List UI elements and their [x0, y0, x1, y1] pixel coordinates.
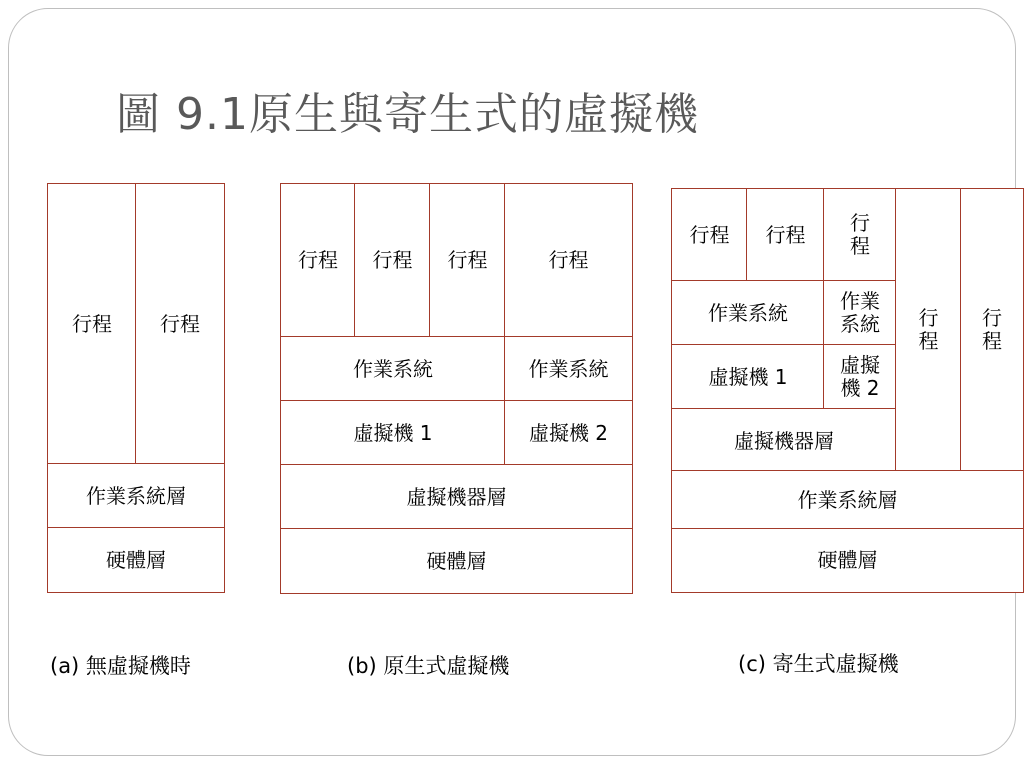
- os-box: 作業系統: [671, 280, 825, 346]
- os-layer-box: 作業系統層: [671, 470, 1024, 530]
- process-box: 行程: [746, 188, 825, 282]
- process-label: [982, 307, 1002, 353]
- diagram-caption: (a) 無虛擬機時: [50, 654, 191, 678]
- vm-label-line: 機 2: [840, 376, 880, 400]
- process-box: 行程: [429, 183, 506, 338]
- process-label: [850, 212, 870, 258]
- process-box: 行程: [671, 188, 748, 282]
- os-box: [823, 280, 897, 346]
- os-box: 作業系統: [280, 336, 506, 402]
- host-process-box: [960, 188, 1024, 472]
- process-label-line: 程: [982, 329, 1002, 353]
- vm-box: 虛擬機 2: [504, 400, 633, 466]
- process-label-line: 行: [850, 211, 870, 235]
- process-box: 行程: [47, 183, 137, 465]
- os-box: 作業系統: [504, 336, 633, 402]
- diagram-caption: (c) 寄生式虛擬機: [738, 652, 899, 676]
- os-layer-box: 作業系統層: [47, 463, 225, 529]
- vm-box: 虛擬機 1: [280, 400, 506, 466]
- hardware-layer-box: 硬體層: [671, 528, 1024, 593]
- host-process-box: [895, 188, 962, 472]
- vm-box: [823, 344, 897, 410]
- hardware-layer-box: 硬體層: [280, 528, 633, 594]
- process-label-line: 程: [918, 329, 939, 353]
- vm-label: [840, 354, 880, 400]
- slide-title: 圖 9.1原生與寄生式的虛擬機: [116, 89, 699, 140]
- vm-label-line: 虛擬: [840, 353, 880, 377]
- process-box: [823, 188, 897, 282]
- process-box: 行程: [135, 183, 225, 465]
- process-box: 行程: [280, 183, 356, 338]
- os-label: [840, 290, 880, 336]
- vmm-layer-box: 虛擬機器層: [280, 464, 633, 530]
- vmm-layer-box: 虛擬機器層: [671, 408, 897, 474]
- hardware-layer-box: 硬體層: [47, 527, 225, 593]
- process-box: 行程: [354, 183, 431, 338]
- os-label-line: 系統: [840, 312, 880, 336]
- diagram-caption: (b) 原生式虛擬機: [347, 654, 510, 678]
- process-label-line: 行: [918, 306, 939, 330]
- process-label-line: 行: [982, 306, 1002, 330]
- process-label: [919, 307, 939, 353]
- os-label-line: 作業: [840, 289, 880, 313]
- vm-box: 虛擬機 1: [671, 344, 825, 410]
- process-box: 行程: [504, 183, 633, 338]
- process-label-line: 程: [850, 234, 870, 258]
